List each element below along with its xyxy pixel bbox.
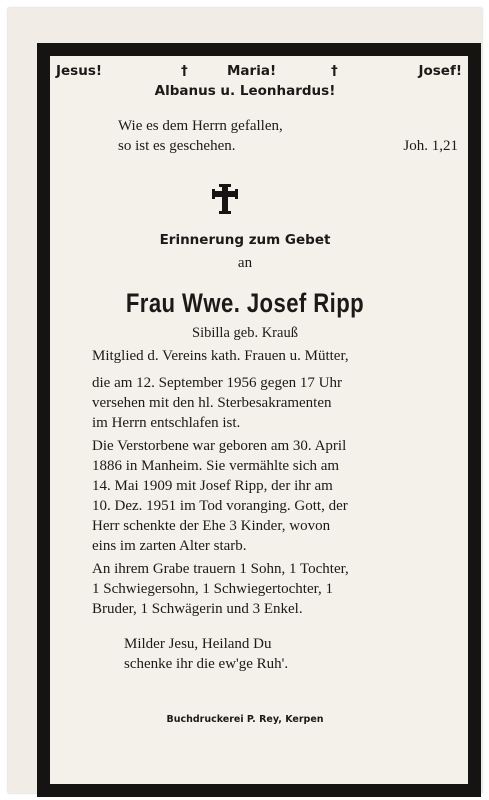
small-cross-icon: † <box>331 63 338 79</box>
deceased-name: Frau Wwe. Josef Ripp <box>125 288 365 318</box>
text-line: 10. Dez. 1951 im Tod voranging. Gott, der <box>92 498 348 514</box>
heading-an: an <box>237 255 253 271</box>
verse-line-2-text: so ist es geschehen. <box>118 138 236 154</box>
cross-icon <box>212 184 238 214</box>
text-line: eins im zarten Alter starb. <box>92 538 247 554</box>
maiden-name: Sibilla geb. Krauß <box>192 325 298 341</box>
text-line: im Herrn entschlafen ist. <box>92 415 241 431</box>
invocation-josef: Josef! <box>418 63 462 79</box>
verse-line-2 <box>118 138 458 155</box>
text-line: Bruder, 1 Schwägerin und 3 Enkel. <box>92 601 303 617</box>
text-line: Die Verstorbene war geboren am 30. April <box>92 438 347 454</box>
small-cross-icon: † <box>181 63 188 79</box>
text-line: An ihrem Grabe trauern 1 Sohn, 1 Tochter, <box>92 561 349 577</box>
text-line: die am 12. September 1956 gegen 17 Uhr <box>92 375 342 391</box>
prayer-line-1: Milder Jesu, Heiland Du <box>124 636 272 652</box>
verse-reference: Joh. 1,21 <box>403 138 458 154</box>
patron-saints: Albanus u. Leonhardus! <box>154 83 336 99</box>
text-line: 14. Mai 1909 mit Josef Ripp, der ihr am <box>92 478 333 494</box>
card-content <box>8 8 482 793</box>
text-line: Mitglied d. Vereins kath. Frauen u. Mütter, <box>92 348 349 364</box>
invocation-maria: Maria! <box>227 63 277 79</box>
text-line: Herr schenkte der Ehe 3 Kinder, wovon <box>92 518 331 534</box>
remembrance-heading: Erinnerung zum Gebet <box>159 232 331 248</box>
printer-imprint: Buchdruckerei P. Rey, Kerpen <box>166 714 324 725</box>
invocation-jesus: Jesus! <box>56 63 103 79</box>
text-line: versehen mit den hl. Sterbesakramenten <box>92 395 332 411</box>
prayer-line-2: schenke ihr die ew'ge Ruh'. <box>124 656 289 672</box>
text-line: 1 Schwiegersohn, 1 Schwiegertochter, 1 <box>92 581 334 597</box>
verse-line-1: Wie es dem Herrn gefallen, <box>118 118 283 134</box>
memorial-card <box>8 8 482 793</box>
text-line: 1886 in Manheim. Sie vermählte sich am <box>92 458 340 474</box>
